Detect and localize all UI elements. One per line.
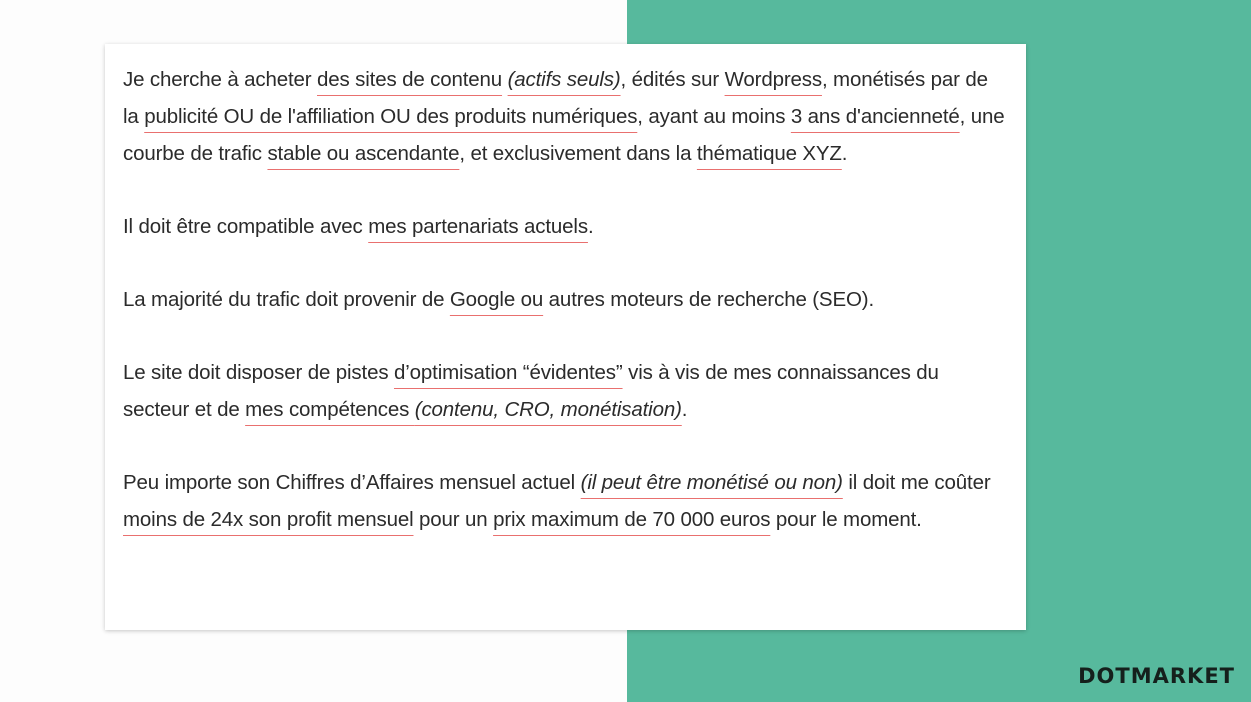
highlighted-text: moins de 24x son profit mensuel [123,508,414,531]
text-segment: . [587,215,594,238]
highlighted-text: (actifs seuls) [507,68,621,91]
highlighted-text: prix maximum de 70 000 euros [493,508,771,531]
text-segment: . [681,398,688,421]
highlighted-text: stable ou ascendante [267,142,460,165]
highlighted-text: publicité OU de l'affiliation OU des produits numériques [144,105,638,128]
text-segment: , ayant au moins [637,105,791,128]
text-card [105,44,1026,630]
text-segment: Je cherche à acheter [123,68,317,91]
text-segment: Il doit être compatible avec [123,215,369,238]
text-segment: La majorité du trafic doit provenir de [123,288,450,311]
text-segment: , monétisés par de la [123,68,988,128]
paragraph-optimisation [123,354,1008,428]
text-segment: pour le moment. [770,508,922,531]
paragraph-price [123,464,1008,538]
highlighted-text: des sites de contenu [317,68,503,91]
text-segment: vis à vis de mes connaissances du secteur et de [123,361,939,421]
highlighted-text: 3 ans d'ancienneté [790,105,960,128]
highlighted-text: (contenu, CRO, monétisation) [414,398,682,421]
highlighted-text: d’optimisation “évidentes” [393,361,623,384]
text-segment: Peu importe son Chiffres d’Affaires mensuel actuel [123,471,581,494]
highlighted-text: mes compétences [245,398,415,421]
text-segment: pour un [413,508,494,531]
highlighted-text: Google ou [449,288,544,311]
text-segment: , une courbe de trafic [123,105,1005,165]
text-segment: , et exclusivement dans la [459,142,697,165]
paragraph-traffic [123,281,1008,318]
highlighted-text: (il peut être monétisé ou non) [580,471,843,494]
text-segment: Le site doit disposer de pistes [123,361,394,384]
highlighted-text: thématique XYZ [696,142,842,165]
paragraph-partnerships [123,208,1008,245]
text-segment: , édités sur [620,68,725,91]
text-segment: . [841,142,848,165]
brand-logo: DOTMARKET [1078,664,1235,688]
paragraph-criteria [123,61,1008,172]
text-segment: il doit me coûter [842,471,991,494]
text-segment: autres moteurs de recherche (SEO). [543,288,874,311]
highlighted-text: mes partenariats actuels [368,215,588,238]
highlighted-text: Wordpress [724,68,822,91]
